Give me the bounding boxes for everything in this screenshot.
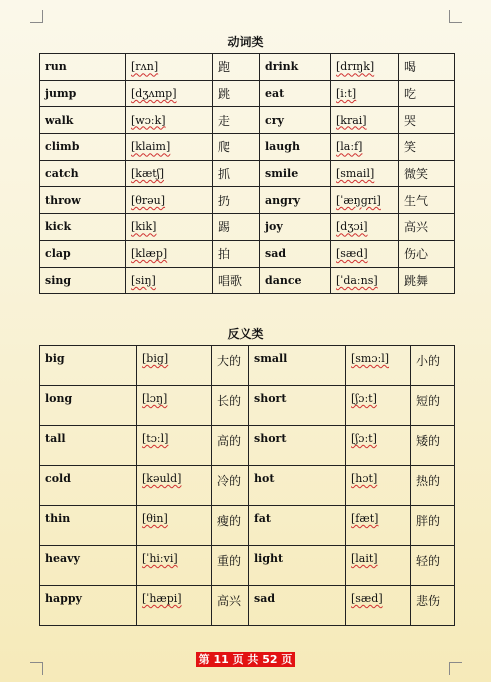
phonetic-right <box>331 267 399 294</box>
chinese-meaning-right: 高兴 <box>399 214 455 241</box>
phonetic-left <box>137 346 212 386</box>
phonetic-right <box>346 586 411 626</box>
phonetic-text: [rʌn] <box>131 60 159 74</box>
english-word-left: tall <box>40 426 137 466</box>
page-number-label: 第 11 页 共 52 页 <box>196 652 296 667</box>
phonetic-text: [dʒɔi] <box>336 220 368 234</box>
table-row <box>40 586 455 626</box>
english-word-left: long <box>40 386 137 426</box>
phonetic-left <box>126 240 213 267</box>
english-word-right: joy <box>260 214 331 241</box>
english-word-left: clap <box>40 240 126 267</box>
chinese-meaning-left: 扔 <box>213 187 260 214</box>
chinese-meaning-left: 抓 <box>213 160 260 187</box>
english-word-right: sad <box>249 586 346 626</box>
english-word-right: light <box>249 546 346 586</box>
phonetic-left <box>137 546 212 586</box>
phonetic-left <box>137 386 212 426</box>
english-word-left: walk <box>40 107 126 134</box>
phonetic-right <box>346 386 411 426</box>
phonetic-text: [wɔːk] <box>131 113 166 127</box>
crop-mark-top-left <box>30 10 43 23</box>
phonetic-left <box>137 506 212 546</box>
english-word-left: heavy <box>40 546 137 586</box>
chinese-meaning-left: 冷的 <box>212 466 249 506</box>
table-row <box>40 267 455 294</box>
phonetic-text: [ˈæŋgri] <box>336 193 381 207</box>
chinese-meaning-right: 悲伤 <box>411 586 455 626</box>
english-word-left: big <box>40 346 137 386</box>
chinese-meaning-left: 唱歌 <box>213 267 260 294</box>
phonetic-right <box>331 80 399 107</box>
english-word-left: cold <box>40 466 137 506</box>
chinese-meaning-right: 伤心 <box>399 240 455 267</box>
chinese-meaning-right: 热的 <box>411 466 455 506</box>
chinese-meaning-right: 哭 <box>399 107 455 134</box>
table-row <box>40 80 455 107</box>
english-word-right: short <box>249 386 346 426</box>
table-row <box>40 426 455 466</box>
phonetic-text: [ˈdaːns] <box>336 273 378 287</box>
phonetic-left <box>137 466 212 506</box>
phonetic-left <box>137 426 212 466</box>
english-word-right: smile <box>260 160 331 187</box>
phonetic-text: [θin] <box>142 512 168 525</box>
phonetic-text: [smɔːl] <box>351 352 390 365</box>
phonetic-right <box>331 240 399 267</box>
table-row <box>40 187 455 214</box>
table-row <box>40 107 455 134</box>
chinese-meaning-right: 喝 <box>399 54 455 81</box>
phonetic-text: [hɔt] <box>351 472 378 485</box>
table-row <box>40 134 455 161</box>
crop-mark-top-right <box>449 10 462 23</box>
english-word-left: run <box>40 54 126 81</box>
phonetic-text: [krai] <box>336 113 367 127</box>
verbs-table <box>39 53 455 294</box>
phonetic-text: [iːt] <box>336 87 357 101</box>
chinese-meaning-right: 轻的 <box>411 546 455 586</box>
chinese-meaning-right: 吃 <box>399 80 455 107</box>
phonetic-text: [klæp] <box>131 247 168 261</box>
phonetic-text: [kəuld] <box>142 472 182 485</box>
english-word-left: happy <box>40 586 137 626</box>
chinese-meaning-left: 高的 <box>212 426 249 466</box>
phonetic-left <box>137 586 212 626</box>
phonetic-text: [ʃɔːt] <box>351 432 377 445</box>
english-word-left: catch <box>40 160 126 187</box>
chinese-meaning-left: 高兴 <box>212 586 249 626</box>
english-word-right: fat <box>249 506 346 546</box>
english-word-left: sing <box>40 267 126 294</box>
phonetic-left <box>126 107 213 134</box>
chinese-meaning-left: 跑 <box>213 54 260 81</box>
chinese-meaning-right: 矮的 <box>411 426 455 466</box>
english-word-left: thin <box>40 506 137 546</box>
table-row <box>40 386 455 426</box>
phonetic-right <box>346 506 411 546</box>
chinese-meaning-left: 走 <box>213 107 260 134</box>
phonetic-right <box>331 107 399 134</box>
chinese-meaning-left: 跳 <box>213 80 260 107</box>
table-row <box>40 214 455 241</box>
phonetic-left <box>126 160 213 187</box>
chinese-meaning-left: 踢 <box>213 214 260 241</box>
phonetic-left <box>126 267 213 294</box>
english-word-right: angry <box>260 187 331 214</box>
english-word-right: hot <box>249 466 346 506</box>
chinese-meaning-left: 大的 <box>212 346 249 386</box>
phonetic-right <box>331 54 399 81</box>
english-word-right: eat <box>260 80 331 107</box>
phonetic-text: [siŋ] <box>131 273 156 287</box>
table-row <box>40 506 455 546</box>
english-word-right: cry <box>260 107 331 134</box>
english-word-right: small <box>249 346 346 386</box>
phonetic-text: [θrəu] <box>131 193 166 207</box>
phonetic-text: [drɪŋk] <box>336 60 375 74</box>
chinese-meaning-right: 小的 <box>411 346 455 386</box>
phonetic-text: [kætʃ] <box>131 167 164 181</box>
chinese-meaning-left: 爬 <box>213 134 260 161</box>
phonetic-text: [kik] <box>131 220 157 234</box>
table-row <box>40 466 455 506</box>
phonetic-left <box>126 80 213 107</box>
phonetic-right <box>331 214 399 241</box>
phonetic-right <box>346 546 411 586</box>
table-row <box>40 346 455 386</box>
english-word-right: short <box>249 426 346 466</box>
chinese-meaning-right: 微笑 <box>399 160 455 187</box>
phonetic-left <box>126 54 213 81</box>
chinese-meaning-left: 长的 <box>212 386 249 426</box>
chinese-meaning-right: 短的 <box>411 386 455 426</box>
phonetic-right <box>331 160 399 187</box>
phonetic-text: [dʒʌmp] <box>131 87 177 101</box>
phonetic-right <box>331 134 399 161</box>
antonyms-section-title: 反义类 <box>227 327 264 341</box>
phonetic-text: [fæt] <box>351 512 379 525</box>
phonetic-text: [klaim] <box>131 140 171 154</box>
chinese-meaning-right: 胖的 <box>411 506 455 546</box>
phonetic-text: [lɔŋ] <box>142 392 168 405</box>
phonetic-text: [ˈhiːvi] <box>142 552 178 565</box>
english-word-right: drink <box>260 54 331 81</box>
english-word-right: laugh <box>260 134 331 161</box>
phonetic-right <box>346 466 411 506</box>
phonetic-text: [tɔːl] <box>142 432 169 445</box>
page-footer <box>0 648 491 667</box>
chinese-meaning-right: 笑 <box>399 134 455 161</box>
phonetic-text: [sæd] <box>351 592 383 605</box>
phonetic-left <box>126 134 213 161</box>
chinese-meaning-right: 生气 <box>399 187 455 214</box>
chinese-meaning-left: 瘦的 <box>212 506 249 546</box>
phonetic-text: [big] <box>142 352 169 365</box>
phonetic-left <box>126 214 213 241</box>
phonetic-text: [sæd] <box>336 247 368 261</box>
phonetic-text: [laːf] <box>336 140 363 154</box>
english-word-left: climb <box>40 134 126 161</box>
phonetic-text: [lait] <box>351 552 378 565</box>
verbs-section-title: 动词类 <box>227 35 264 49</box>
phonetic-right <box>331 187 399 214</box>
phonetic-right <box>346 346 411 386</box>
phonetic-text: [ʃɔːt] <box>351 392 377 405</box>
english-word-right: dance <box>260 267 331 294</box>
english-word-left: throw <box>40 187 126 214</box>
table-row <box>40 240 455 267</box>
english-word-left: jump <box>40 80 126 107</box>
antonyms-table <box>39 345 455 626</box>
chinese-meaning-left: 重的 <box>212 546 249 586</box>
chinese-meaning-left: 拍 <box>213 240 260 267</box>
english-word-left: kick <box>40 214 126 241</box>
table-row <box>40 546 455 586</box>
english-word-right: sad <box>260 240 331 267</box>
phonetic-text: [ˈhæpi] <box>142 592 182 605</box>
table-row <box>40 54 455 81</box>
table-row <box>40 160 455 187</box>
phonetic-left <box>126 187 213 214</box>
phonetic-text: [smail] <box>336 167 375 181</box>
chinese-meaning-right: 跳舞 <box>399 267 455 294</box>
phonetic-right <box>346 426 411 466</box>
